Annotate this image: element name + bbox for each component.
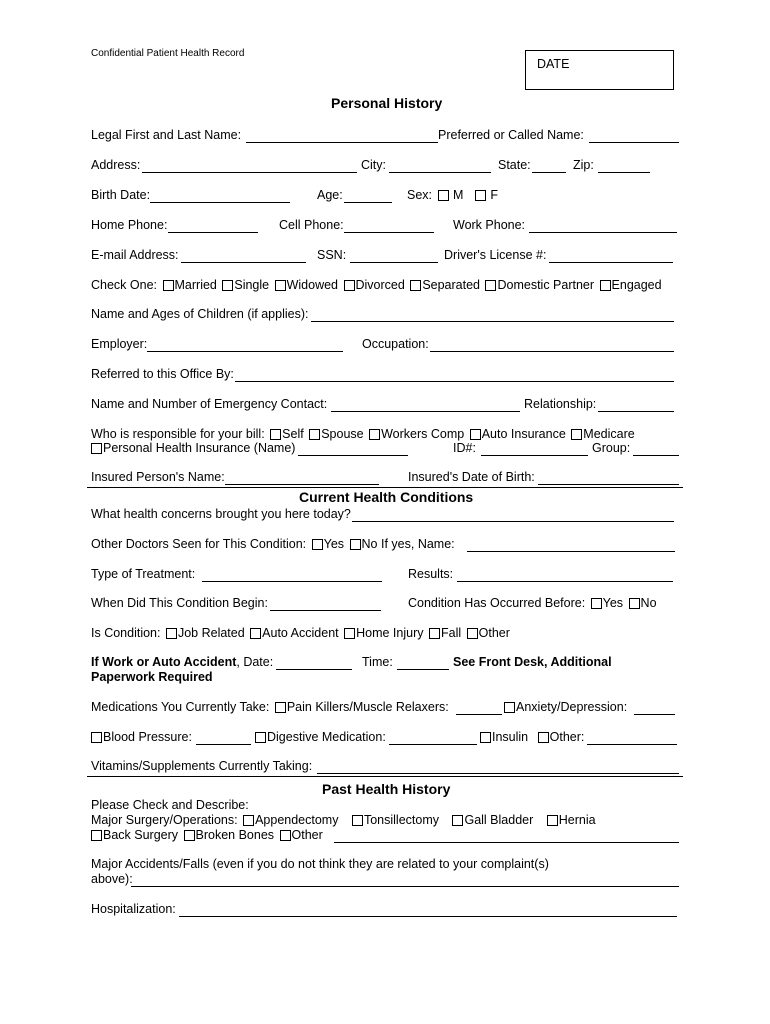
- divorced-label: Divorced: [355, 278, 405, 292]
- pain-killers-field[interactable]: [456, 714, 502, 715]
- widowed-label: Widowed: [286, 278, 339, 292]
- widowed-checkbox[interactable]: [275, 280, 286, 291]
- job-related-checkbox[interactable]: [166, 628, 177, 639]
- occurred-yes-label: Yes: [602, 596, 624, 610]
- digestive-checkbox[interactable]: [255, 732, 266, 743]
- ssn-field[interactable]: [350, 262, 438, 263]
- insured-dob-label: Insured's Date of Birth:: [408, 470, 535, 484]
- blood-pressure-label: Blood Pressure:: [103, 730, 192, 744]
- please-check-label: Please Check and Describe:: [91, 798, 249, 812]
- major-surgery-label: Major Surgery/Operations:: [91, 813, 238, 827]
- results-field[interactable]: [457, 581, 673, 582]
- accidents-field[interactable]: [131, 886, 679, 887]
- address-field[interactable]: [142, 172, 357, 173]
- date-box[interactable]: [525, 50, 674, 90]
- concerns-label: What health concerns brought you here today?: [91, 507, 351, 521]
- single-checkbox[interactable]: [222, 280, 233, 291]
- drivers-license-label: Driver's License #:: [444, 248, 547, 262]
- city-field[interactable]: [389, 172, 491, 173]
- work-phone-field[interactable]: [529, 232, 677, 233]
- auto-insurance-checkbox[interactable]: [470, 429, 481, 440]
- pain-killers-checkbox[interactable]: [275, 702, 286, 713]
- treatment-label: Type of Treatment:: [91, 567, 196, 581]
- accident-time-field[interactable]: [397, 669, 449, 670]
- section-title-current: Current Health Conditions: [299, 489, 474, 505]
- occurred-no-checkbox[interactable]: [629, 598, 640, 609]
- address-label: Address:: [91, 158, 141, 172]
- treatment-field[interactable]: [202, 581, 382, 582]
- ssn-label: SSN:: [317, 248, 347, 262]
- pain-killers-label: Pain Killers/Muscle Relaxers:: [286, 700, 449, 714]
- cell-phone-field[interactable]: [344, 232, 434, 233]
- state-label: State:: [498, 158, 531, 172]
- tonsillectomy-label: Tonsillectomy: [363, 813, 439, 827]
- occurred-yes-checkbox[interactable]: [591, 598, 602, 609]
- sex-m-label: M: [452, 188, 464, 202]
- concerns-field[interactable]: [352, 521, 674, 522]
- if-yes-label: If yes, Name:: [381, 537, 455, 551]
- other-condition-checkbox[interactable]: [467, 628, 478, 639]
- digestive-label: Digestive Medication:: [267, 730, 386, 744]
- engaged-label: Engaged: [611, 278, 662, 292]
- anxiety-field[interactable]: [634, 714, 675, 715]
- cell-phone-label: Cell Phone:: [279, 218, 344, 232]
- section-title-past: Past Health History: [322, 781, 451, 797]
- insulin-label: Insulin: [492, 730, 529, 744]
- other-doctors-no-checkbox[interactable]: [350, 539, 361, 550]
- results-label: Results:: [408, 567, 454, 581]
- broken-bones-label: Broken Bones: [195, 828, 275, 842]
- auto-accident-label: Auto Accident: [262, 626, 339, 640]
- state-field[interactable]: [532, 172, 566, 173]
- emergency-label: Name and Number of Emergency Contact:: [91, 397, 328, 411]
- when-begin-label: When Did This Condition Begin:: [91, 596, 268, 610]
- job-related-label: Job Related: [177, 626, 245, 640]
- anxiety-label: Anxiety/Depression:: [516, 700, 628, 714]
- when-begin-field[interactable]: [270, 610, 381, 611]
- gall-bladder-checkbox[interactable]: [452, 815, 463, 826]
- fall-label: Fall: [440, 626, 462, 640]
- married-checkbox[interactable]: [163, 280, 174, 291]
- age-field[interactable]: [344, 202, 392, 203]
- work-auto-label: If Work or Auto Accident: [91, 655, 237, 669]
- medications-label: Medications You Currently Take:: [91, 700, 270, 714]
- email-label: E-mail Address:: [91, 248, 179, 262]
- relationship-label: Relationship:: [524, 397, 597, 411]
- separated-checkbox[interactable]: [410, 280, 421, 291]
- self-label: Self: [282, 427, 304, 441]
- id-label: ID#:: [453, 441, 476, 455]
- email-field[interactable]: [181, 262, 306, 263]
- digestive-field[interactable]: [389, 744, 477, 745]
- anxiety-checkbox[interactable]: [504, 702, 515, 713]
- home-phone-label: Home Phone:: [91, 218, 168, 232]
- insured-dob-field[interactable]: [538, 484, 679, 485]
- blood-pressure-checkbox[interactable]: [91, 732, 102, 743]
- section-divider: [87, 487, 683, 488]
- sex-f-label: F: [490, 188, 499, 202]
- preferred-name-label: Preferred or Called Name:: [438, 128, 584, 142]
- front-desk-label: See Front Desk, Additional: [453, 655, 612, 669]
- id-field[interactable]: [481, 455, 588, 456]
- engaged-checkbox[interactable]: [600, 280, 611, 291]
- insured-name-label: Insured Person's Name:: [91, 470, 225, 484]
- accident-date-label: , Date:: [236, 655, 274, 669]
- occurred-no-label: No: [640, 596, 657, 610]
- other-doctors-no-label: No: [361, 537, 378, 551]
- sex-label: Sex:: [407, 188, 433, 202]
- auto-accident-checkbox[interactable]: [250, 628, 261, 639]
- blood-pressure-field[interactable]: [196, 744, 251, 745]
- other-med-label: Other:: [549, 730, 585, 744]
- other-med-field[interactable]: [587, 744, 677, 745]
- gall-bladder-label: Gall Bladder: [464, 813, 534, 827]
- accidents-label-line1: Major Accidents/Falls (even if you do not think they are related to your complaint(s): [91, 857, 549, 871]
- children-label: Name and Ages of Children (if applies):: [91, 307, 309, 321]
- back-surgery-checkbox[interactable]: [91, 830, 102, 841]
- work-phone-label: Work Phone:: [453, 218, 526, 232]
- other-surgery-checkbox[interactable]: [280, 830, 291, 841]
- personal-insurance-field[interactable]: [298, 455, 408, 456]
- domestic-partner-checkbox[interactable]: [485, 280, 496, 291]
- legal-name-label: Legal First and Last Name:: [91, 128, 242, 142]
- spouse-label: Spouse: [321, 427, 364, 441]
- workers-comp-label: Workers Comp: [381, 427, 465, 441]
- married-label: Married: [174, 278, 217, 292]
- insured-name-field[interactable]: [225, 484, 379, 485]
- self-checkbox[interactable]: [270, 429, 281, 440]
- separated-label: Separated: [422, 278, 480, 292]
- broken-bones-checkbox[interactable]: [184, 830, 195, 841]
- section-divider: [87, 776, 683, 777]
- employer-field[interactable]: [147, 351, 343, 352]
- occupation-label: Occupation:: [362, 337, 429, 351]
- workers-comp-checkbox[interactable]: [369, 429, 380, 440]
- single-label: Single: [234, 278, 270, 292]
- insulin-checkbox[interactable]: [480, 732, 491, 743]
- date-label: DATE: [537, 57, 570, 71]
- other-doctors-yes-label: Yes: [323, 537, 345, 551]
- emergency-field[interactable]: [331, 411, 520, 412]
- tonsillectomy-checkbox[interactable]: [352, 815, 363, 826]
- other-doctors-label: Other Doctors Seen for This Condition:: [91, 537, 307, 551]
- personal-insurance-label: Personal Health Insurance (Name): [103, 441, 296, 455]
- other-surgery-field[interactable]: [334, 842, 679, 843]
- other-med-checkbox[interactable]: [538, 732, 549, 743]
- preferred-name-field[interactable]: [589, 142, 679, 143]
- auto-insurance-label: Auto Insurance: [481, 427, 566, 441]
- vitamins-label: Vitamins/Supplements Currently Taking:: [91, 759, 313, 773]
- hospitalization-field[interactable]: [179, 916, 677, 917]
- other-condition-label: Other: [478, 626, 510, 640]
- confidential-label: Confidential Patient Health Record: [91, 48, 245, 59]
- other-doctors-yes-checkbox[interactable]: [312, 539, 323, 550]
- other-surgery-label: Other: [291, 828, 323, 842]
- group-field[interactable]: [633, 455, 679, 456]
- drivers-license-field[interactable]: [549, 262, 673, 263]
- sex-m-checkbox[interactable]: [438, 190, 449, 201]
- relationship-field[interactable]: [598, 411, 674, 412]
- medicare-checkbox[interactable]: [571, 429, 582, 440]
- back-surgery-label: Back Surgery: [103, 828, 179, 842]
- hernia-checkbox[interactable]: [547, 815, 558, 826]
- referred-field[interactable]: [235, 381, 674, 382]
- vitamins-field[interactable]: [317, 773, 679, 774]
- paperwork-label: Paperwork Required: [91, 670, 213, 684]
- hospitalization-label: Hospitalization:: [91, 902, 176, 916]
- is-condition-label: Is Condition:: [91, 626, 161, 640]
- age-label: Age:: [317, 188, 343, 202]
- group-label: Group:: [592, 441, 631, 455]
- fall-checkbox[interactable]: [429, 628, 440, 639]
- zip-label: Zip:: [573, 158, 594, 172]
- birth-date-label: Birth Date:: [91, 188, 151, 202]
- home-injury-checkbox[interactable]: [344, 628, 355, 639]
- city-label: City:: [361, 158, 386, 172]
- section-title-personal: Personal History: [331, 95, 443, 111]
- referred-label: Referred to this Office By:: [91, 367, 234, 381]
- medicare-label: Medicare: [583, 427, 635, 441]
- spouse-checkbox[interactable]: [309, 429, 320, 440]
- check-one-label: Check One:: [91, 278, 158, 292]
- accident-time-label: Time:: [362, 655, 393, 669]
- accident-date-field[interactable]: [276, 669, 352, 670]
- birth-date-field[interactable]: [150, 202, 290, 203]
- home-phone-field[interactable]: [168, 232, 258, 233]
- employer-label: Employer:: [91, 337, 148, 351]
- home-injury-label: Home Injury: [356, 626, 424, 640]
- other-doctors-name-field[interactable]: [467, 551, 675, 552]
- legal-name-field[interactable]: [246, 142, 438, 143]
- domestic-partner-label: Domestic Partner: [497, 278, 595, 292]
- sex-f-checkbox[interactable]: [475, 190, 486, 201]
- personal-insurance-checkbox[interactable]: [91, 443, 102, 454]
- occupation-field[interactable]: [430, 351, 674, 352]
- appendectomy-label: Appendectomy: [255, 813, 339, 827]
- zip-field[interactable]: [598, 172, 650, 173]
- appendectomy-checkbox[interactable]: [243, 815, 254, 826]
- occurred-before-label: Condition Has Occurred Before:: [408, 596, 586, 610]
- hernia-label: Hernia: [558, 813, 596, 827]
- accidents-label-line2: above):: [91, 872, 133, 886]
- children-field[interactable]: [311, 321, 674, 322]
- bill-label: Who is responsible for your bill:: [91, 427, 265, 441]
- divorced-checkbox[interactable]: [344, 280, 355, 291]
